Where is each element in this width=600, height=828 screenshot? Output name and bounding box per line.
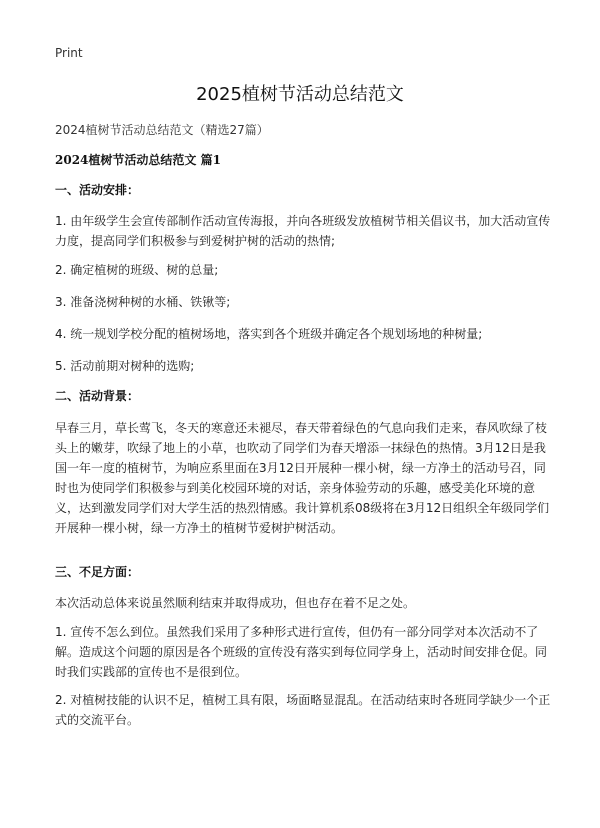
background-paragraph: 早春三月，草长莺飞，冬天的寒意还未褪尽，春天带着绿色的气息向我们走来，春风吹绿了枝头上的嫩芽，吹绿了地上的小草，也吹动了同学们为春天增添一抹绿色的热情。3月12日是我国一年一度的植树节，为响应系里面在3月12日开展种一棵小树，绿一方净土的活动号召，同时也为使同学们积极参与到美化校园环境的对话，亲身体验劳动的乐趣，感受美化环境的意义，达到激发同学们对大学生活的热烈情感。我计算机系08级将在3月12日组织全年级同学们开展种一棵小树，绿一方净土的植树节爱树护树活动。 — [55, 421, 550, 535]
list-item: 1. 宣传不怎么到位。虽然我们采用了多种形式进行宣传，但仍有一部分同学对本次活动不了解。造成这个问题的原因是各个班级的宣传没有落实到每位同学身上，活动时间安排仓促。同时我们实践部的宣传也不是很到位。 — [55, 625, 548, 679]
list-item: 2. 确定植树的班级、树的总量; — [55, 263, 219, 277]
list-item: 3. 准备浇树种树的水桶、铁锹等; — [55, 295, 231, 309]
list-item: 4. 统一规划学校分配的植树场地，落实到各个班级并确定各个规划场地的种树量; — [55, 327, 483, 341]
shortcomings-intro: 本次活动总体来说虽然顺利结束并取得成功，但也存在着不足之处。 — [55, 596, 416, 610]
list-item: 1. 由年级学生会宣传部制作活动宣传海报，并向各班级发放植树节相关倡议书，加大活动宣传力度，提高同学们积极参与到爱树护树的活动的热情; — [55, 214, 551, 248]
list-item: 5. 活动前期对树种的选购; — [55, 359, 195, 373]
section-heading-shortcomings: 三、不足方面： — [55, 565, 140, 579]
section-heading-background: 二、活动背景： — [55, 389, 140, 403]
section-heading-arrangement: 一、活动安排： — [55, 183, 140, 197]
article-heading: 2024植树节活动总结范文 篇1 — [55, 153, 221, 167]
list-item: 2. 对植树技能的认识不足，植树工具有限，场面略显混乱。在活动结束时各班同学缺少一个正式的交流平台。 — [55, 693, 551, 727]
page-title: 2025植树节活动总结范文 — [196, 84, 404, 105]
print-label[interactable]: Print — [55, 46, 83, 60]
subtitle: 2024植树节活动总结范文（精选27篇） — [55, 123, 269, 137]
